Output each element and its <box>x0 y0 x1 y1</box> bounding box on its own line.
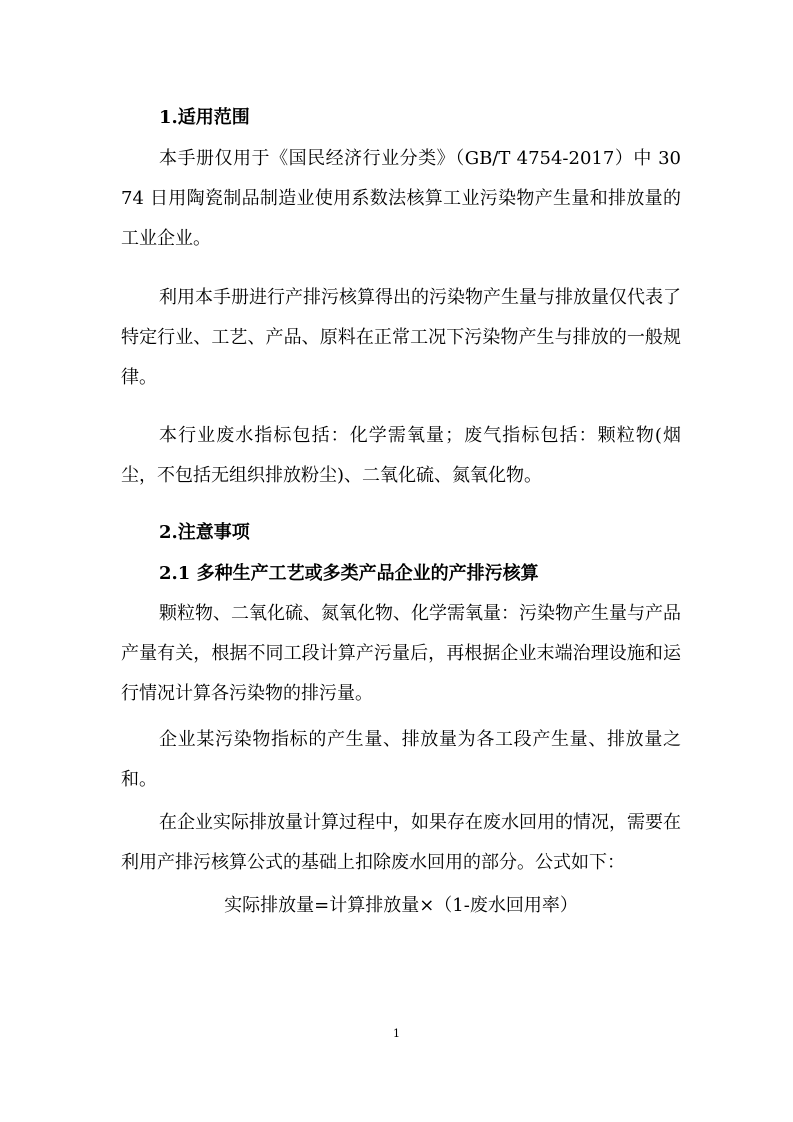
section-1-paragraph-scope: 本手册仅用于《国民经济行业分类》（GB/T 4754-2017）中 3074 日用陶瓷制品制造业使用系数法核算工业污染物产生量和排放量的工业企业。 <box>121 148 681 249</box>
section-2-1-paragraph-reuse: 在企业实际排放量计算过程中，如果存在废水回用的情况，需要在利用产排污核算公式的基础上扣除废水回用的部分。公式如下： <box>121 812 681 873</box>
page-number: 1 <box>393 1027 400 1040</box>
section-1-paragraph-representativeness: 利用本手册进行产排污核算得出的污染物产生量与排放量仅代表了特定行业、工艺、产品、原料在正常工况下污染物产生与排放的一般规律。 <box>121 287 681 388</box>
section-2-1-heading: 2.1 多种生产工艺或多类产品企业的产排污核算 <box>159 563 539 584</box>
section-1-heading: 1.适用范围 <box>159 107 250 128</box>
section-2-1-paragraph-pollutants: 颗粒物、二氧化硫、氮氧化物、化学需氧量：污染物产生量与产品产量有关，根据不同工段计算产污量后，再根据企业末端治理设施和运行情况计算各污染物的排污量。 <box>121 603 681 704</box>
discharge-formula: 实际排放量=计算排放量×（1-废水回用率） <box>224 895 578 916</box>
section-1-paragraph-indicators: 本行业废水指标包括：化学需氧量；废气指标包括：颗粒物(烟尘，不包括无组织排放粉尘)、二氧化硫、氮氧化物。 <box>121 425 681 486</box>
section-2-1-paragraph-sum: 企业某污染物指标的产生量、排放量为各工段产生量、排放量之和。 <box>121 729 681 790</box>
section-2-heading: 2.注意事项 <box>159 522 250 543</box>
